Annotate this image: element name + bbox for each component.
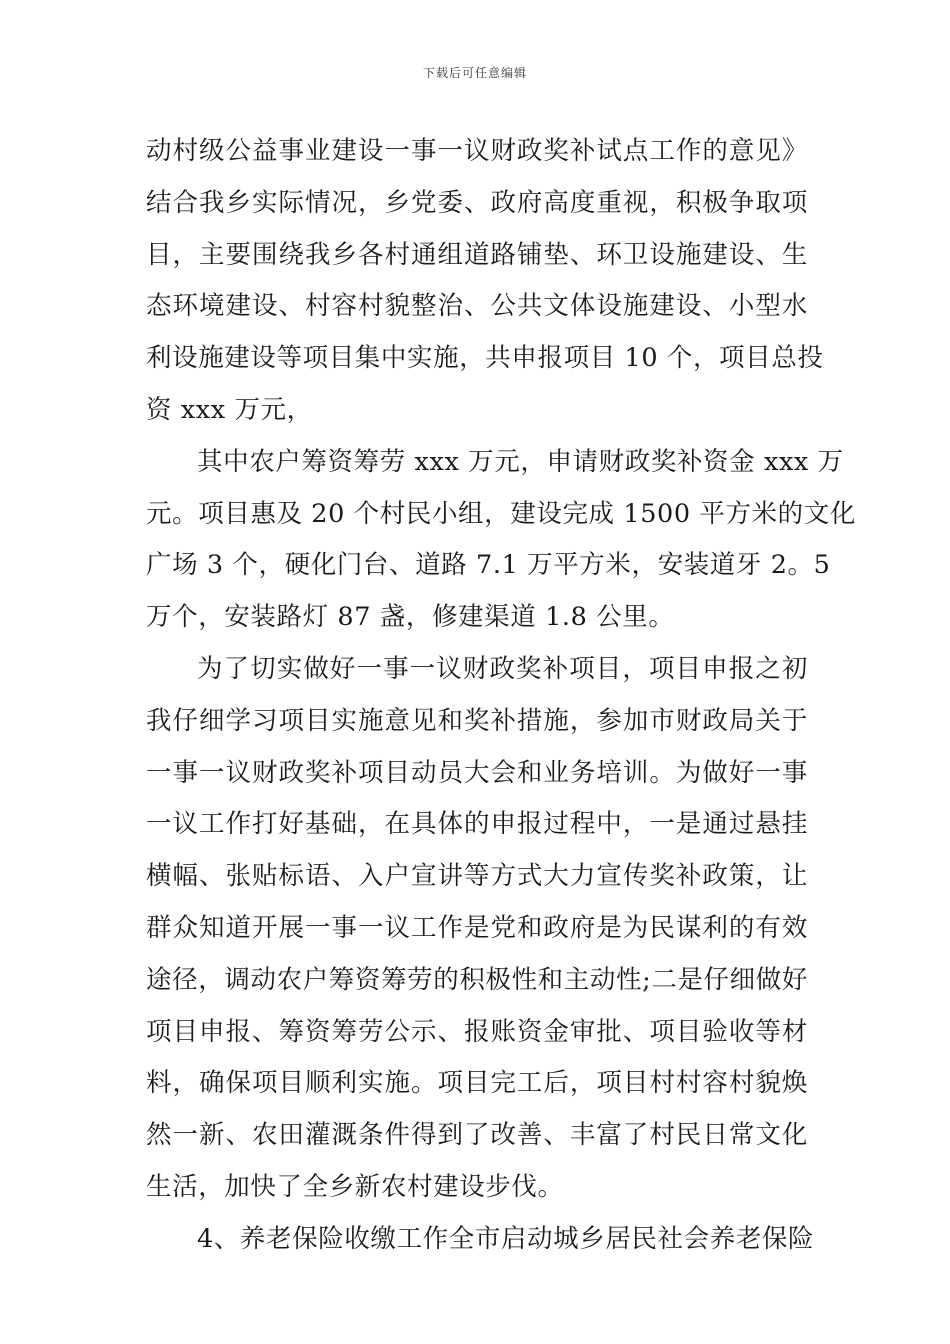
page-header: 下载后可任意编辑 <box>422 66 527 80</box>
text-line: 料，确保项目顺利实施。项目完工后，项目村村容村貌焕 <box>146 1068 808 1099</box>
paragraph-funding <box>146 437 856 644</box>
text-line: 结合我乡实际情况，乡党委、政府高度重视，积极争取项 <box>146 187 808 218</box>
text-line: 群众知道开展一事一议工作是党和政府是为民谋利的有效 <box>146 912 808 943</box>
text-line: 途径，调动农户筹资筹劳的积极性和主动性;二是仔细做好 <box>146 964 808 995</box>
text-line: 我仔细学习项目实施意见和奖补措施，参加市财政局关于 <box>146 705 808 736</box>
text-line: 资 xxx 万元， <box>146 394 313 425</box>
text-line: 生活，加快了全乡新农村建设步伐。 <box>146 1171 564 1202</box>
paragraph-project-overview <box>146 126 824 437</box>
text-line: 态环境建设、村容村貌整治、公共文体设施建设、小型水 <box>146 291 808 322</box>
text-line: 利设施建设等项目集中实施，共申报项目 10 个，项目总投 <box>146 343 824 374</box>
text-line: 4、养老保险收缴工作全市启动城乡居民社会养老保险 <box>197 1223 815 1254</box>
paragraph-implementation <box>146 644 808 1214</box>
text-line: 然一新、农田灌溉条件得到了改善、丰富了村民日常文化 <box>146 1120 808 1151</box>
text-line: 动村级公益事业建设一事一议财政奖补试点工作的意见》 <box>146 136 808 166</box>
text-line: 其中农户筹资筹劳 xxx 万元，申请财政奖补资金 xxx 万 <box>197 446 844 477</box>
text-line: 目，主要围绕我乡各村通组道路铺垫、环卫设施建设、生 <box>146 239 808 270</box>
text-line: 广场 3 个，硬化门台、道路 7.1 万平方米，安装道牙 2。5 <box>146 550 831 581</box>
text-line: 万个，安装路灯 87 盏，修建渠道 1.8 公里。 <box>146 602 675 633</box>
text-line: 为了切实做好一事一议财政奖补项目，项目申报之初 <box>197 653 808 684</box>
text-line: 元。项目惠及 20 个村民小组，建设完成 1500 平方米的文化 <box>146 498 856 529</box>
document-body <box>146 126 856 1266</box>
text-line: 一议工作打好基础，在具体的申报过程中，一是通过悬挂 <box>146 809 808 840</box>
text-line: 一事一议财政奖补项目动员大会和业务培训。为做好一事 <box>146 757 808 788</box>
text-line: 横幅、张贴标语、入户宣讲等方式大力宣传奖补政策，让 <box>146 861 808 892</box>
paragraph-pension <box>146 1214 815 1266</box>
text-line: 项目申报、筹资筹劳公示、报账资金审批、项目验收等材 <box>146 1016 808 1047</box>
